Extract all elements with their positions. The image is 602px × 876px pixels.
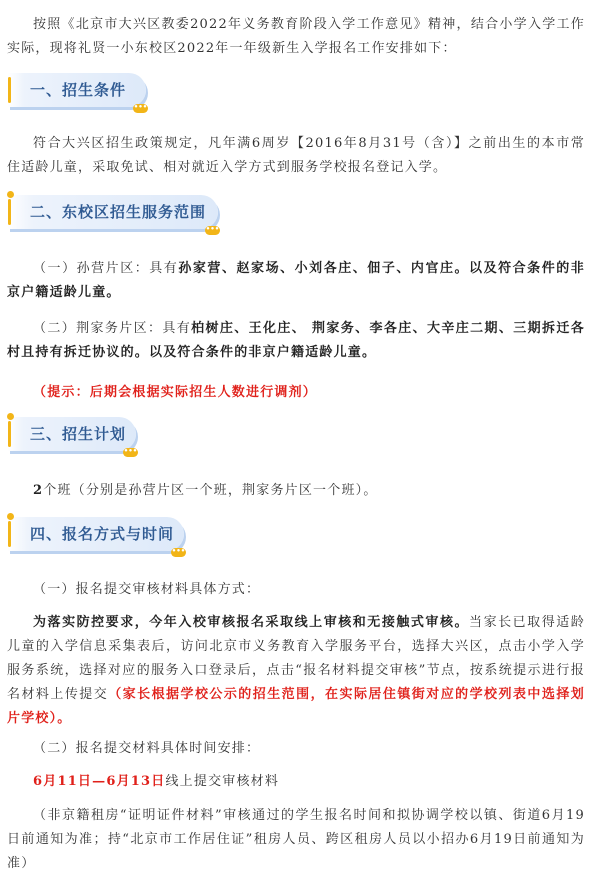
intro-paragraph: 按照《北京市大兴区教委2022年义务教育阶段入学工作意见》精神，结合小学入学工作实际，现将礼贤一小东校区2022年一年级新生入学报名工作安排如下： <box>7 17 585 56</box>
class-detail: 个班（分别是孙营片区一个班，荆家务片区一个班）。 <box>43 483 378 498</box>
sunying-villages: 孙家营、赵家场、小刘各庄、佃子、内官庄。以及符合条件的非京户籍适龄儿童。 <box>7 261 585 300</box>
submission-method-text <box>7 611 585 731</box>
school-selection-note: （家长根据学校公示的招生范围，在实际居住镇街对应的学校列表中选择划片学校）。 <box>7 687 585 726</box>
submission-date-range: 6月11日—6月13日 <box>33 774 166 789</box>
non-local-note: （非京籍租房“证明证件材料”审核通过的学生报名时间和拟协调学校以镇、街道6月19日前通知为准；持“北京市工作居住证”租房人员、跨区租房人员以小招办6月19日前通知为准） <box>7 808 585 871</box>
jingjiawu-villages: 柏树庄、王化庄、 荆家务、李各庄、大辛庄二期、三期拆迁各村且持有拆迁协议的。以及符合条件的非京户籍适龄儿童。 <box>7 321 585 360</box>
epidemic-control-note: 为落实防控要求，今年入校审核报名采取线上审核和无接触式审核。 <box>33 615 470 630</box>
heading-dot-icon <box>7 513 14 520</box>
section-title-4: 四、报名方式与时间 <box>30 525 175 543</box>
submission-date-label: 线上提交审核材料 <box>165 774 280 789</box>
ellipsis-badge-icon: ••• <box>123 447 138 455</box>
heading-dot-icon <box>7 413 14 420</box>
section-title-2: 二、东校区招生服务范围 <box>30 203 207 221</box>
submission-method-subheading: （一）报名提交审核材料具体方式： <box>33 582 261 597</box>
jingjiawu-prefix: （二）荆家务片区：具有 <box>33 321 192 336</box>
enrollment-conditions-text: 符合大兴区招生政策规定，凡年满6周岁【2016年8月31号（含）】之前出生的本市常住适龄儿童，采取免试、相对就近入学方式到服务学校报名登记入学。 <box>7 136 585 175</box>
ellipsis-badge-icon: ••• <box>133 103 148 111</box>
heading-accent-bar <box>8 421 11 447</box>
heading-accent-bar <box>8 77 11 103</box>
section-title-1: 一、招生条件 <box>30 81 127 99</box>
jingjiawu-district-text <box>7 317 585 365</box>
online-submission-dates <box>7 770 585 794</box>
submission-steps: 当家长已取得适龄儿童的入学信息采集表后，访问北京市义务教育入学服务平台，选择大兴区，点击小学入学服务系统，选择对应的服务入口登录后，点击“报名材料提交审核”节点，按系统提示进行报名材料上传提交 <box>7 615 585 702</box>
enrollment-plan-text <box>7 479 585 503</box>
sunying-district-text <box>7 257 585 305</box>
heading-accent-bar <box>8 199 11 225</box>
schedule-subheading: （二）报名提交材料具体时间安排： <box>33 741 261 756</box>
heading-accent-bar <box>8 521 11 547</box>
ellipsis-badge-icon: ••• <box>171 547 186 555</box>
ellipsis-badge-icon: ••• <box>205 225 220 233</box>
sunying-prefix: （一）孙营片区：具有 <box>33 261 179 276</box>
section-heading-4 <box>8 517 186 555</box>
adjustment-tip: （提示：后期会根据实际招生人数进行调剂） <box>33 385 318 400</box>
class-count: 2 <box>33 483 44 498</box>
section-title-3: 三、招生计划 <box>30 425 127 443</box>
section-heading-2 <box>8 195 220 233</box>
section-heading-3 <box>8 417 138 455</box>
section-heading-1 <box>8 73 148 111</box>
heading-dot-icon <box>7 191 14 198</box>
